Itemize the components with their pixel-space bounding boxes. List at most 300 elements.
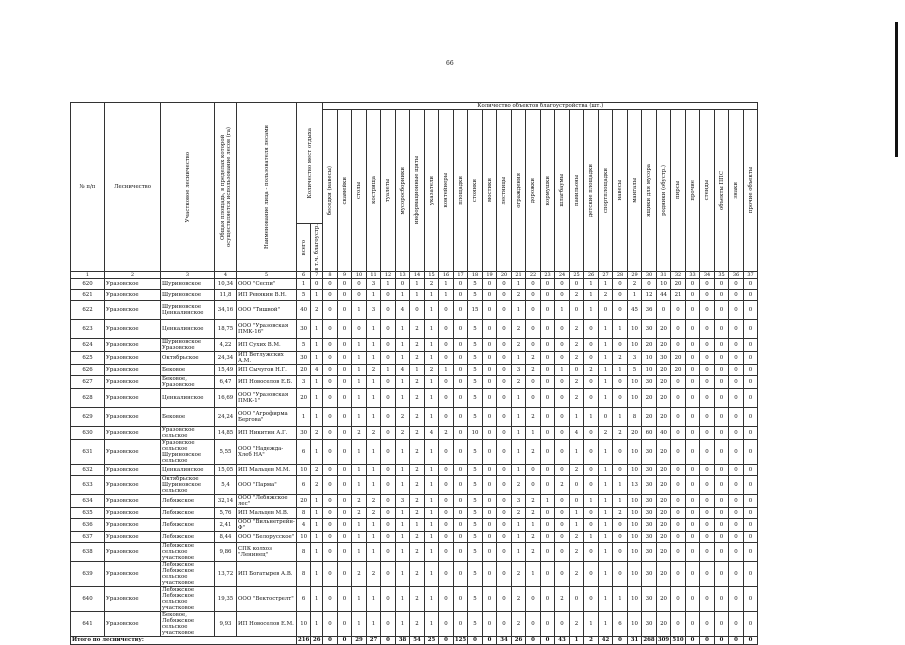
- value-cell: 1: [526, 518, 541, 531]
- value-cell: 2: [569, 375, 584, 388]
- value-cell: 6: [613, 611, 628, 636]
- column-number: 5: [237, 271, 297, 278]
- value-cell: 13: [627, 475, 642, 494]
- value-cell: 0: [729, 475, 744, 494]
- value-cell: 20: [642, 407, 657, 426]
- value-cell: 1: [352, 464, 367, 475]
- value-cell: 1: [366, 531, 381, 542]
- object-header-17: [555, 110, 570, 272]
- row-number: 627: [71, 375, 105, 388]
- value-cell: 1: [598, 531, 613, 542]
- value-cell: 0: [700, 475, 715, 494]
- table-row: [71, 375, 758, 388]
- value-cell: 2: [352, 507, 367, 518]
- object-header-18: [569, 110, 584, 272]
- value-cell: 0: [381, 464, 396, 475]
- object-header-14-text: ограждения: [515, 172, 522, 208]
- value-cell: 0: [453, 375, 468, 388]
- value-cell: 0: [671, 507, 686, 518]
- value-cell: 0: [482, 364, 497, 375]
- value-cell: 1: [526, 561, 541, 586]
- value-cell: 30: [642, 531, 657, 542]
- value-cell: 0: [743, 475, 758, 494]
- value-cell: 20: [656, 439, 671, 464]
- value-cell: 0: [555, 338, 570, 351]
- object-header-19-text: детские площадки: [588, 163, 595, 217]
- value-cell: 12: [642, 289, 657, 300]
- value-cell: 0: [613, 518, 628, 531]
- value-cell: 0: [700, 388, 715, 407]
- value-cell: 0: [381, 351, 396, 364]
- user-cell: ООО "Лебяжское лес": [237, 494, 297, 507]
- value-cell: 1: [352, 388, 367, 407]
- value-cell: 0: [453, 439, 468, 464]
- value-cell: 20: [656, 364, 671, 375]
- value-cell: 20: [656, 375, 671, 388]
- value-cell: 0: [743, 494, 758, 507]
- value-cell: 0: [497, 464, 512, 475]
- value-cell: 0: [482, 300, 497, 319]
- value-cell: 0: [323, 586, 338, 611]
- value-cell: 2: [569, 531, 584, 542]
- value-cell: 0: [743, 586, 758, 611]
- total-value: 31: [627, 636, 642, 644]
- value-cell: 10: [297, 611, 311, 636]
- column-number: 10: [352, 271, 367, 278]
- area-cell: 9,86: [215, 542, 237, 561]
- column-number: 18: [468, 271, 483, 278]
- value-cell: 0: [584, 439, 599, 464]
- value-cell: 0: [439, 475, 454, 494]
- value-cell: 2: [511, 289, 526, 300]
- value-cell: 0: [700, 407, 715, 426]
- value-cell: 30: [642, 507, 657, 518]
- value-cell: 2: [352, 494, 367, 507]
- value-cell: 0: [337, 586, 352, 611]
- value-cell: 0: [743, 507, 758, 518]
- object-header-27: [700, 110, 715, 272]
- value-cell: 2: [526, 364, 541, 375]
- value-cell: 20: [642, 338, 657, 351]
- value-cell: 0: [700, 289, 715, 300]
- value-cell: 0: [482, 542, 497, 561]
- value-cell: 2: [311, 464, 323, 475]
- value-cell: 2: [598, 289, 613, 300]
- value-cell: 0: [613, 289, 628, 300]
- value-cell: 0: [337, 338, 352, 351]
- value-cell: 0: [497, 300, 512, 319]
- value-cell: 0: [685, 407, 700, 426]
- value-cell: 20: [297, 364, 311, 375]
- col-forestry-header-text: Участковое лесничество: [184, 151, 191, 223]
- value-cell: 0: [540, 561, 555, 586]
- value-cell: 0: [555, 531, 570, 542]
- value-cell: 0: [453, 351, 468, 364]
- value-cell: 0: [743, 289, 758, 300]
- value-cell: 20: [671, 278, 686, 289]
- table-row: [71, 586, 758, 611]
- value-cell: 0: [482, 375, 497, 388]
- row-number: 638: [71, 542, 105, 561]
- value-cell: 30: [642, 319, 657, 338]
- value-cell: 40: [656, 426, 671, 439]
- value-cell: 1: [424, 338, 439, 351]
- value-cell: 1: [424, 531, 439, 542]
- value-cell: 2: [410, 351, 425, 364]
- value-cell: 0: [671, 542, 686, 561]
- value-cell: 0: [584, 507, 599, 518]
- value-cell: 60: [642, 426, 657, 439]
- row-number: 641: [71, 611, 105, 636]
- value-cell: 0: [540, 338, 555, 351]
- value-cell: 2: [569, 561, 584, 586]
- value-cell: 0: [482, 407, 497, 426]
- value-cell: 2: [395, 407, 410, 426]
- total-value: 125: [454, 637, 467, 644]
- value-cell: 10: [627, 586, 642, 611]
- value-cell: 5: [468, 338, 483, 351]
- value-cell: 36: [642, 300, 657, 319]
- forestry-cell: Лебяжское: [161, 518, 215, 531]
- total-value: 309: [657, 637, 670, 644]
- value-cell: 0: [497, 531, 512, 542]
- value-cell: 0: [700, 426, 715, 439]
- value-cell: 0: [729, 364, 744, 375]
- value-cell: 1: [311, 518, 323, 531]
- value-cell: 2: [410, 611, 425, 636]
- row-number: 631: [71, 439, 105, 464]
- value-cell: 2: [424, 278, 439, 289]
- row-number: 640: [71, 586, 105, 611]
- value-cell: 1: [395, 518, 410, 531]
- value-cell: 1: [569, 407, 584, 426]
- value-cell: 0: [337, 507, 352, 518]
- value-cell: 5: [468, 439, 483, 464]
- value-cell: 0: [685, 388, 700, 407]
- value-cell: 0: [743, 351, 758, 364]
- user-cell: ИП Богатырев А.В.: [237, 561, 297, 586]
- value-cell: 20: [297, 494, 311, 507]
- scan-edge-mark: [895, 22, 898, 157]
- column-number: 19: [482, 271, 497, 278]
- object-header-15-text: дорожки: [530, 177, 537, 203]
- table-row: [71, 364, 758, 375]
- object-header-7-text: информационные щиты: [414, 156, 421, 225]
- value-cell: 20: [671, 364, 686, 375]
- value-cell: 0: [540, 289, 555, 300]
- value-cell: 0: [453, 475, 468, 494]
- value-cell: 0: [729, 518, 744, 531]
- total-value: 42: [598, 636, 613, 644]
- value-cell: 3: [297, 375, 311, 388]
- value-cell: 45: [627, 300, 642, 319]
- value-cell: 0: [700, 494, 715, 507]
- value-cell: 0: [497, 289, 512, 300]
- value-cell: 0: [482, 338, 497, 351]
- value-cell: 5: [468, 611, 483, 636]
- district-cell: Уразовское: [105, 364, 161, 375]
- value-cell: 0: [729, 375, 744, 388]
- value-cell: 4: [569, 426, 584, 439]
- value-cell: 1: [366, 518, 381, 531]
- value-cell: 0: [729, 407, 744, 426]
- total-value: 34: [497, 636, 512, 644]
- value-cell: 0: [584, 542, 599, 561]
- value-cell: 0: [540, 364, 555, 375]
- value-cell: 0: [584, 561, 599, 586]
- row-number: 636: [71, 518, 105, 531]
- value-cell: 10: [642, 351, 657, 364]
- value-cell: 0: [671, 475, 686, 494]
- user-cell: ИП Никитин А.Г.: [237, 426, 297, 439]
- district-cell: Уразовское: [105, 475, 161, 494]
- value-cell: 0: [729, 542, 744, 561]
- value-cell: 2: [526, 351, 541, 364]
- value-cell: 2: [410, 494, 425, 507]
- value-cell: 0: [685, 300, 700, 319]
- object-header-6-text: мусоросборники: [399, 166, 406, 215]
- value-cell: 1: [311, 407, 323, 426]
- value-cell: 0: [323, 364, 338, 375]
- forestry-cell: Ценкалинское: [161, 388, 215, 407]
- value-cell: 0: [323, 407, 338, 426]
- total-value: 0: [337, 636, 352, 644]
- recreation-objects-table: [70, 102, 758, 645]
- value-cell: 0: [598, 407, 613, 426]
- table-row: [71, 518, 758, 531]
- value-cell: 2: [366, 507, 381, 518]
- value-cell: 1: [352, 338, 367, 351]
- row-number: 622: [71, 300, 105, 319]
- value-cell: 0: [482, 319, 497, 338]
- value-cell: 0: [685, 375, 700, 388]
- value-cell: 2: [410, 475, 425, 494]
- col-user-header-text: Наименование лица - пользователя лесами: [263, 124, 270, 249]
- value-cell: 1: [511, 351, 526, 364]
- value-cell: 1: [395, 319, 410, 338]
- value-cell: 0: [598, 300, 613, 319]
- value-cell: 2: [613, 507, 628, 518]
- value-cell: 0: [337, 494, 352, 507]
- value-cell: 1: [598, 351, 613, 364]
- value-cell: 0: [540, 300, 555, 319]
- column-number: 4: [215, 271, 237, 278]
- object-header-13-text: лестницы: [501, 176, 508, 205]
- object-header-8: [424, 110, 439, 272]
- value-cell: 0: [714, 531, 729, 542]
- value-cell: 10: [627, 531, 642, 542]
- forestry-cell: Бековое, Уразовское: [161, 375, 215, 388]
- value-cell: 0: [540, 278, 555, 289]
- value-cell: 2: [511, 338, 526, 351]
- forestry-cell: Октябрьское Шуриновское сельское: [161, 475, 215, 494]
- value-cell: 0: [714, 542, 729, 561]
- user-cell: ООО "Тишвой": [237, 300, 297, 319]
- value-cell: 1: [352, 300, 367, 319]
- value-cell: 0: [439, 338, 454, 351]
- value-cell: 0: [323, 439, 338, 464]
- value-cell: 2: [613, 426, 628, 439]
- value-cell: 0: [613, 338, 628, 351]
- forestry-cell: Ценкалинское: [161, 319, 215, 338]
- value-cell: 0: [497, 375, 512, 388]
- value-cell: 10: [297, 464, 311, 475]
- value-cell: 1: [526, 426, 541, 439]
- table-row: [71, 426, 758, 439]
- value-cell: 1: [511, 518, 526, 531]
- value-cell: 1: [424, 300, 439, 319]
- column-number: 6: [297, 271, 311, 278]
- value-cell: 2: [555, 475, 570, 494]
- value-cell: 1: [311, 439, 323, 464]
- value-cell: 1: [439, 364, 454, 375]
- value-cell: 1: [311, 531, 323, 542]
- object-header-14: [511, 110, 526, 272]
- table-row: [71, 531, 758, 542]
- value-cell: 1: [352, 542, 367, 561]
- value-cell: 1: [311, 388, 323, 407]
- value-cell: 0: [323, 300, 338, 319]
- value-cell: 1: [598, 475, 613, 494]
- area-cell: 5,4: [215, 475, 237, 494]
- column-number: 26: [584, 271, 599, 278]
- value-cell: 1: [569, 439, 584, 464]
- col-incl-header-text: в т.ч. благоустр.: [313, 224, 320, 271]
- value-cell: 0: [685, 475, 700, 494]
- user-cell: ООО "Вильнетрейн-Ф": [238, 518, 295, 531]
- value-cell: 1: [584, 407, 599, 426]
- column-number: 24: [555, 271, 570, 278]
- value-cell: 1: [366, 319, 381, 338]
- value-cell: 1: [352, 351, 367, 364]
- value-cell: 1: [395, 289, 410, 300]
- value-cell: 3: [511, 494, 526, 507]
- value-cell: 0: [381, 407, 396, 426]
- value-cell: 0: [410, 300, 425, 319]
- value-cell: 0: [540, 319, 555, 338]
- value-cell: 0: [352, 319, 367, 338]
- value-cell: 30: [642, 561, 657, 586]
- value-cell: 0: [352, 289, 367, 300]
- object-header-27-text: стенды: [704, 180, 711, 201]
- table-row: [71, 300, 758, 319]
- value-cell: 0: [729, 319, 744, 338]
- value-cell: 0: [482, 388, 497, 407]
- value-cell: 0: [685, 364, 700, 375]
- value-cell: 1: [598, 464, 613, 475]
- value-cell: 0: [685, 611, 700, 636]
- value-cell: 0: [337, 407, 352, 426]
- value-cell: 0: [743, 319, 758, 338]
- user-cell: ИП Ревякин В.Н.: [237, 289, 297, 300]
- user-cell: ИП Новоселов Е.Б.: [237, 375, 297, 388]
- total-value: 0: [714, 636, 729, 644]
- value-cell: 30: [642, 542, 657, 561]
- value-cell: 20: [656, 338, 671, 351]
- forestry-cell: Шуриновское Уразовское: [161, 338, 215, 351]
- value-cell: 0: [555, 518, 570, 531]
- value-cell: 8: [297, 507, 311, 518]
- object-header-26: [685, 110, 700, 272]
- value-cell: 0: [337, 439, 352, 464]
- col-user-header: [237, 103, 297, 272]
- value-cell: 1: [395, 375, 410, 388]
- value-cell: 1: [511, 439, 526, 464]
- object-header-26-text: прочие: [689, 180, 696, 201]
- value-cell: 1: [511, 300, 526, 319]
- value-cell: 1: [511, 388, 526, 407]
- object-header-1-text: беседки (навесы): [327, 165, 334, 215]
- user-cell: ИП Сухих В.М.: [237, 338, 297, 351]
- value-cell: 1: [584, 278, 599, 289]
- table-row: [71, 351, 758, 364]
- area-cell: 24,34: [215, 351, 237, 364]
- district-cell: Уразовское: [105, 375, 161, 388]
- value-cell: 0: [526, 300, 541, 319]
- row-number: 625: [71, 351, 105, 364]
- value-cell: 0: [555, 407, 570, 426]
- value-cell: 0: [685, 319, 700, 338]
- object-header-5-text: туалеты: [385, 178, 392, 202]
- value-cell: 1: [613, 364, 628, 375]
- value-cell: 0: [555, 611, 570, 636]
- value-cell: 0: [540, 388, 555, 407]
- value-cell: 30: [642, 464, 657, 475]
- col-count-header-text: Количество мест отдыха: [306, 127, 313, 199]
- district-cell: Уразовское: [105, 278, 161, 289]
- value-cell: 1: [584, 531, 599, 542]
- area-cell: 4,22: [215, 338, 237, 351]
- value-cell: 1: [352, 611, 367, 636]
- total-value: 510: [672, 637, 684, 644]
- value-cell: 0: [685, 439, 700, 464]
- value-cell: 0: [540, 542, 555, 561]
- value-cell: 0: [671, 518, 686, 531]
- value-cell: 0: [642, 278, 657, 289]
- object-header-5: [381, 110, 396, 272]
- value-cell: 30: [297, 351, 311, 364]
- value-cell: 0: [584, 338, 599, 351]
- area-cell: 6,47: [215, 375, 237, 388]
- value-cell: 0: [714, 507, 729, 518]
- value-cell: 1: [311, 494, 323, 507]
- value-cell: 0: [555, 494, 570, 507]
- value-cell: 1: [366, 611, 381, 636]
- value-cell: 1: [395, 464, 410, 475]
- value-cell: 0: [714, 364, 729, 375]
- value-cell: 0: [700, 586, 715, 611]
- value-cell: 2: [627, 278, 642, 289]
- value-cell: 0: [540, 586, 555, 611]
- value-cell: 0: [439, 586, 454, 611]
- document-table-wrapper: [70, 102, 758, 645]
- value-cell: 0: [671, 375, 686, 388]
- value-cell: 0: [482, 351, 497, 364]
- value-cell: 15: [468, 300, 483, 319]
- value-cell: 0: [337, 278, 352, 289]
- value-cell: 0: [497, 586, 512, 611]
- value-cell: 0: [729, 439, 744, 464]
- value-cell: 1: [424, 388, 439, 407]
- value-cell: 1: [613, 319, 628, 338]
- value-cell: 1: [366, 289, 381, 300]
- value-cell: 0: [482, 475, 497, 494]
- district-cell: Уразовское: [105, 319, 161, 338]
- value-cell: 0: [685, 351, 700, 364]
- value-cell: 0: [453, 518, 468, 531]
- value-cell: 3: [627, 351, 642, 364]
- value-cell: 1: [424, 375, 439, 388]
